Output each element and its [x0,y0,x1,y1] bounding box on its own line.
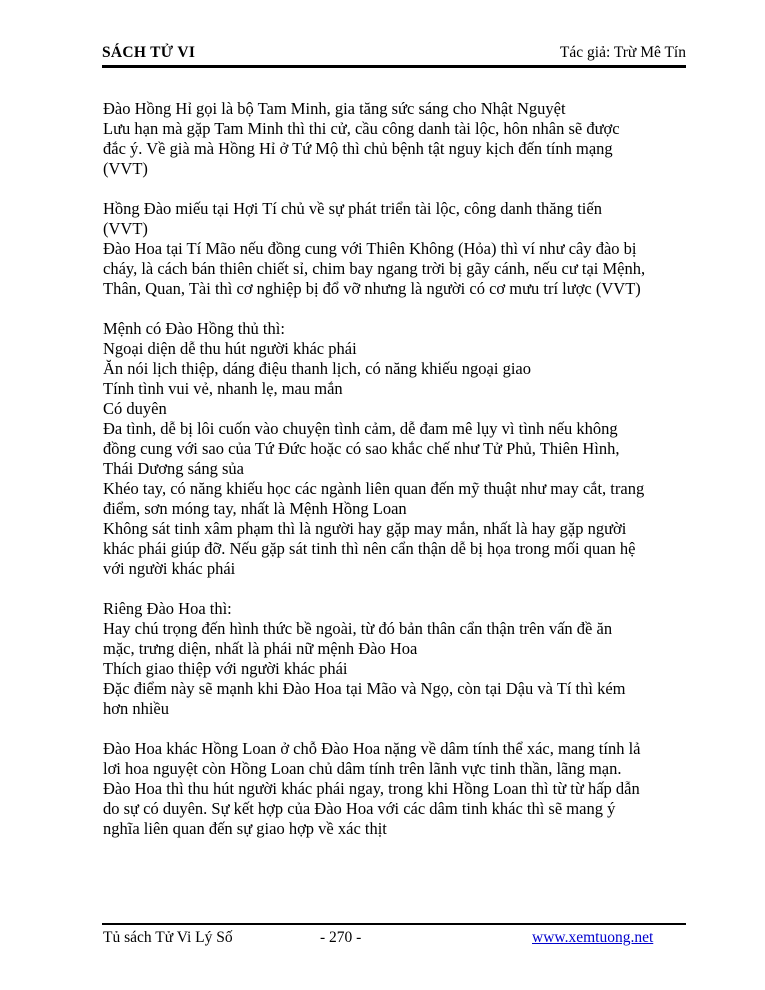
text-line: Tính tình vui vẻ, nhanh lẹ, mau mắn [103,379,343,398]
text-line: cháy, là cách bán thiên chiết sỉ, chim bay ngang trời bị gãy cánh, nếu cư tại Mệnh, [103,259,646,278]
text-line: Thích giao thiệp với người khác phái [103,659,348,678]
text-line: (VVT) [103,159,148,178]
text-line: (VVT) [103,219,148,238]
page-number: - 270 - [320,929,362,946]
page-header [102,44,686,62]
book-title: SÁCH TỬ VI [102,44,196,61]
header-rule [102,65,686,68]
text-line: với người khác phái [103,559,236,578]
text-line: Đào Hoa thì thu hút người khác phái ngay, trong khi Hồng Loan thì từ từ hấp dẫn [103,779,640,798]
text-line: Thân, Quan, Tài thì cơ nghiệp bị đổ vỡ nhưng là người có cơ mưu trí lược (VVT) [103,279,641,298]
page-footer [102,929,686,951]
text-line: Lưu hạn mà gặp Tam Minh thì thi cử, cầu công danh tài lộc, hôn nhân sẽ được [103,119,620,138]
text-line: Không sát tinh xâm phạm thì là người hay gặp may mắn, nhất là hay gặp người [103,519,627,538]
text-line: đắc ý. Về già mà Hồng Hỉ ở Tứ Mộ thì chủ bệnh tật nguy kịch đến tính mạng [103,139,613,158]
text-line: Ngoại diện dễ thu hút người khác phái [103,339,357,358]
text-line: Đào Hoa khác Hồng Loan ở chỗ Đào Hoa nặng về dâm tính thể xác, mang tính lả [103,739,641,758]
text-line: đồng cung với sao của Tứ Đức hoặc có sao khắc chế như Tử Phủ, Thiên Hình, [103,439,620,458]
text-line: hơn nhiều [103,699,170,718]
text-line: lơi hoa nguyệt còn Hồng Loan chủ dâm tính trên lãnh vực tinh thần, lãng mạn. [103,759,622,778]
footer-rule [102,923,686,925]
text-line: mặc, trưng diện, nhất là phái nữ mệnh Đào Hoa [103,639,418,658]
text-line: khác phái giúp đỡ. Nếu gặp sát tinh thì nên cẩn thận dễ bị họa trong mối quan hệ [103,539,636,558]
paragraph [103,599,693,719]
paragraph [103,199,693,299]
text-line: Thái Dương sáng sủa [103,459,244,478]
website-link[interactable]: www.xemtuong.net [532,929,654,946]
text-line: Hồng Đào miếu tại Hợi Tí chủ về sự phát triển tài lộc, công danh thăng tiến [103,199,602,218]
paragraph [103,739,693,839]
text-line: Đào Hồng Hỉ gọi là bộ Tam Minh, gia tăng sức sáng cho Nhật Nguyệt [103,99,566,118]
footer-series-title: Tủ sách Tử Vi Lý Số [103,929,233,946]
paragraph [103,99,693,179]
document-body [103,99,693,859]
text-line: Đa tình, dễ bị lôi cuốn vào chuyện tình cảm, dễ đam mê lụy vì tình nếu không [103,419,618,438]
author-credit: Tác giả: Trừ Mê Tín [559,44,686,61]
text-line: Mệnh có Đào Hồng thủ thì: [103,319,285,338]
text-line: điểm, sơn móng tay, nhất là Mệnh Hồng Loan [103,499,407,518]
text-line: Có duyên [103,399,167,418]
text-line: Khéo tay, có năng khiếu học các ngành liên quan đến mỹ thuật như may cắt, trang [103,479,645,498]
paragraph [103,319,693,579]
text-line: Đặc điểm này sẽ mạnh khi Đào Hoa tại Mão và Ngọ, còn tại Dậu và Tí thì kém [103,679,626,698]
text-line: do sự có duyên. Sự kết hợp của Đào Hoa với các dâm tinh khác thì sẽ mang ý [103,799,616,818]
text-line: Hay chú trọng đến hình thức bề ngoài, từ đó bản thân cẩn thận trên vấn đề ăn [103,619,613,638]
text-line: Riêng Đào Hoa thì: [103,599,232,618]
text-line: nghĩa liên quan đến sự giao hợp về xác thịt [103,819,387,838]
text-line: Ăn nói lịch thiệp, dáng điệu thanh lịch, có năng khiếu ngoại giao [103,359,531,378]
text-line: Đào Hoa tại Tí Mão nếu đồng cung với Thiên Không (Hỏa) thì ví như cây đào bị [103,239,637,258]
